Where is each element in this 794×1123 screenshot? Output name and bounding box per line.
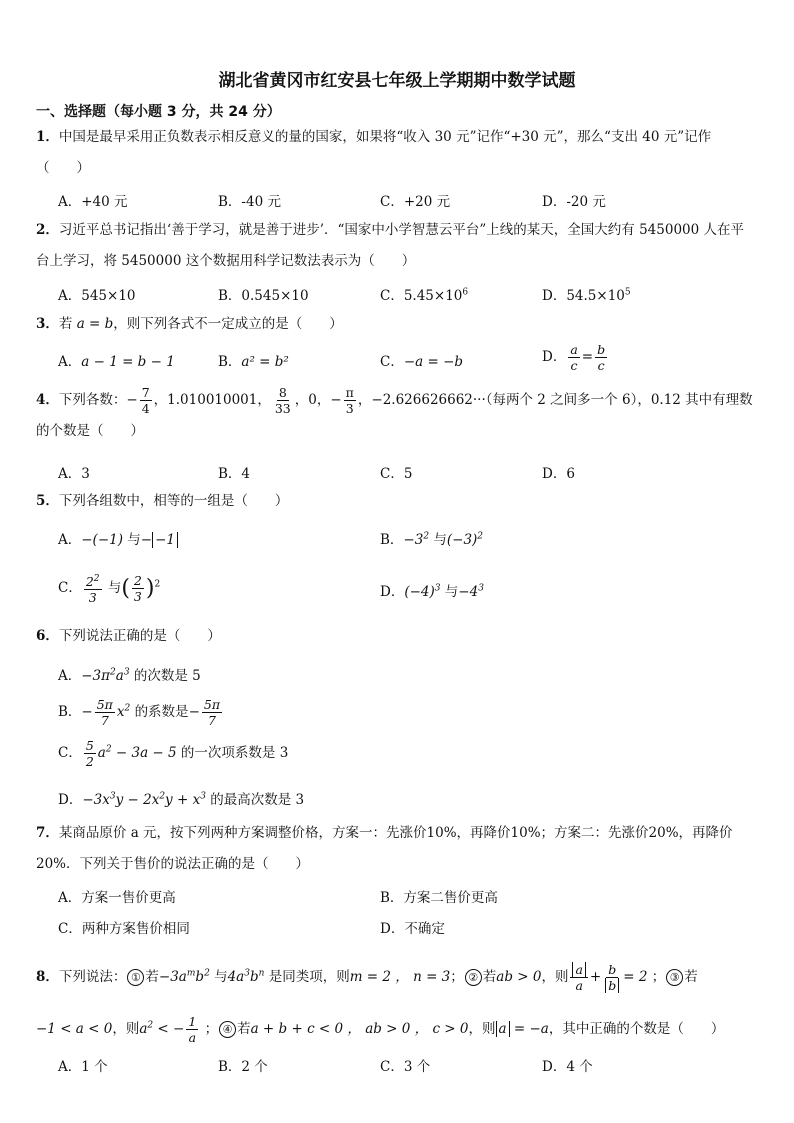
q6-option-b: B．− $\frac{5\pi}{7}$ $x^2$ 的系数是− $\frac{5\pi}{7}$ bbox=[58, 697, 221, 728]
q5-option-a: A．−(−1) 与− −1 bbox=[58, 528, 178, 548]
q3-option-a: A．a − 1 = b − 1 bbox=[58, 354, 175, 370]
q4-option-a: A．3 bbox=[58, 466, 90, 482]
q1-option-c: C．+20 元 bbox=[380, 194, 451, 210]
question-text: 中国是最早采用正负数表示相反意义的量的国家，如果将“收入 30 元”记作“+30 元”，那么“支出 40 元”记作（ ） bbox=[36, 129, 712, 176]
q3-option-c: C．−a = −b bbox=[380, 354, 464, 370]
q8-option-b: B．2 个 bbox=[218, 1059, 268, 1075]
question-number: 2． bbox=[36, 222, 59, 238]
q2-option-c: C．$5.45\times 10^6$ bbox=[380, 287, 469, 304]
q7-option-d: D．不确定 bbox=[380, 921, 445, 937]
question-2 bbox=[36, 215, 756, 277]
question-text: 下列说法正确的是（ ） bbox=[58, 628, 221, 644]
q3-option-b: B．a² = b² bbox=[218, 354, 289, 370]
question-number: 6． bbox=[36, 628, 59, 644]
q6-option-c: C． $\frac{5}{2}$ $a^2 - 3a - 5$ 的一次项系数是 3 bbox=[58, 738, 289, 769]
q7-option-a: A．方案一售价更高 bbox=[58, 890, 176, 906]
page-title: 湖北省黄冈市红安县七年级上学期期中数学试题 bbox=[218, 71, 576, 91]
q8-option-a: A．1 个 bbox=[58, 1059, 108, 1075]
q4-option-c: C．5 bbox=[380, 466, 413, 482]
question-text: （每两个 2 之间多一个 6），0.12 其中有理数的个数是（ ） bbox=[36, 392, 753, 439]
q8-option-d: D．4 个 bbox=[542, 1059, 593, 1075]
question-7 bbox=[36, 818, 756, 880]
question-text: 下列各组数中，相等的一组是（ ） bbox=[58, 493, 289, 509]
question-number: 1． bbox=[36, 129, 59, 145]
question-number: 7． bbox=[36, 825, 59, 841]
question-6 bbox=[36, 621, 756, 652]
q1-option-a: A．+40 元 bbox=[58, 194, 128, 210]
question-text: 习近平总书记指出‘善于学习，就是善于进步’．“国家中小学智慧云平台”上线的某天，全国大约有 5450000 人在平台上学习，将 5450000 这个数据用科学记数法表示为（ ） bbox=[36, 222, 744, 269]
q1-option-d: D．-20 元 bbox=[542, 194, 606, 210]
q2-option-a: A．545×10 bbox=[58, 288, 136, 304]
q5-option-d: D．$(-4)^3$ 与$-4^3$ bbox=[380, 583, 484, 600]
question-text: ，则下列各式不一定成立的是（ ） bbox=[113, 316, 343, 332]
q4-option-d: D．6 bbox=[542, 466, 575, 482]
q2-option-b: B．0.545×10 bbox=[218, 288, 309, 304]
question-number: 5． bbox=[36, 493, 59, 509]
question-text: 某商品原价 a 元，按下列两种方案调整价格，方案一：先涨价10%，再降价10%；方案二：先涨价20%，再降价20%．下列关于售价的说法正确的是（ ） bbox=[36, 825, 733, 872]
question-4: 4．下列各数：− $\frac{7}{4}$ ，1.010010001， $\frac{8}{33}$ ，0，− $\frac{\pi}{3}$ ，−2.626626662···（每两个 2 之间多一个 6），0.12 其中有理数的个数是（ ） bbox=[36, 385, 753, 439]
q5-option-b: B．$-3^2$ 与$(-3)^2$ bbox=[380, 531, 484, 548]
math-expression: a = b bbox=[76, 316, 114, 332]
question-8-line-1: 8．下列说法： ① 若$-3a^mb^2$ 与$4a^3b^n$ 是同类项，则m = 2 ， n = 3； ② 若ab > 0，则 $\frac{a}{a}$ + $\frac{b}{b}$ = 2 ； ③ 若 bbox=[36, 962, 698, 993]
question-3 bbox=[36, 309, 756, 340]
q4-option-b: B．4 bbox=[218, 466, 251, 482]
question-1 bbox=[36, 122, 756, 184]
question-number: 3． bbox=[36, 316, 59, 332]
question-5 bbox=[36, 486, 756, 517]
question-number: 4． bbox=[36, 392, 59, 408]
q6-option-a: A．$-3\pi^2a^3$ 的次数是 5 bbox=[58, 667, 201, 684]
q5-option-c: C． $\frac{2^2}{3}$ 与( $\frac{2}{3}$ )$^2$ bbox=[58, 573, 161, 606]
q2-option-d: D．$54.5\times 10^5$ bbox=[542, 287, 631, 304]
question-text: 下列各数： bbox=[58, 392, 127, 408]
q6-option-d: D．$-3x^3y - 2x^2y + x^3$ 的最高次数是 3 bbox=[58, 791, 305, 808]
q7-option-b: B．方案二售价更高 bbox=[380, 890, 498, 906]
question-8-line-2: −1 < a < 0，则$a^2$ < − $\frac{1}{a}$ ； ④ 若a + b + c < 0 ， ab > 0 ， c > 0，则 a = −a，其中正确的个数是（ ） bbox=[36, 1014, 725, 1045]
q3-option-d: D． $\frac{a}{c}$ = $\frac{b}{c}$ bbox=[542, 342, 606, 373]
q1-option-b: B．-40 元 bbox=[218, 194, 281, 210]
question-number: 8． bbox=[36, 969, 59, 985]
section-heading: 一、选择题（每小题 3 分，共 24 分） bbox=[36, 104, 281, 120]
question-text: 若 bbox=[58, 316, 73, 332]
q7-option-c: C．两种方案售价相同 bbox=[58, 921, 190, 937]
q8-option-c: C．3 个 bbox=[380, 1059, 431, 1075]
